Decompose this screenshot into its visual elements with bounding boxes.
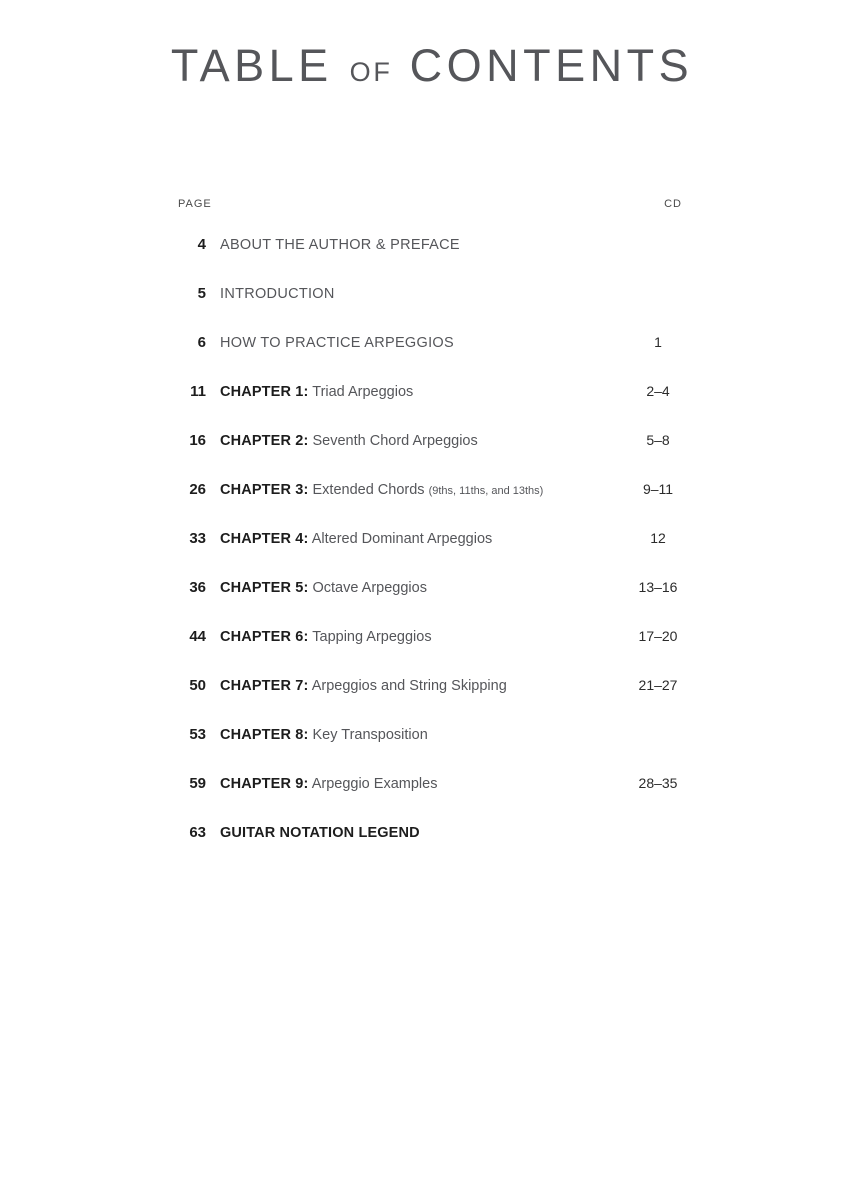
toc-row-entry (206, 727, 608, 743)
toc-row-page-number: 4 (197, 236, 206, 253)
toc-row-chapter-label: CHAPTER 5: (220, 580, 309, 596)
toc-rows (178, 236, 708, 873)
toc-row-entry (206, 629, 608, 645)
toc-page (0, 40, 864, 1192)
toc-row-title: INTRODUCTION (220, 286, 335, 302)
toc-row-title: Extended Chords (312, 482, 425, 498)
toc-row-entry (206, 482, 608, 498)
toc-row-entry (206, 433, 608, 449)
toc-row[interactable] (178, 285, 708, 334)
toc-row-cd-track: 13–16 (638, 579, 678, 595)
toc-row-title: Seventh Chord Arpeggios (312, 433, 478, 449)
toc-row[interactable] (178, 383, 708, 432)
toc-row-title: Key Transposition (312, 727, 428, 743)
title-part-contents: CONTENTS (409, 40, 694, 91)
toc-row-chapter-label: CHAPTER 1: (220, 384, 309, 400)
toc-list (178, 198, 708, 873)
title-part-table: TABLE (170, 40, 333, 91)
toc-row-chapter-label: CHAPTER 4: (220, 531, 309, 547)
toc-row-title: Tapping Arpeggios (312, 629, 432, 645)
toc-row-page-number: 50 (189, 677, 206, 694)
toc-row-chapter-label: CHAPTER 9: (220, 776, 309, 792)
toc-row-page-number: 36 (189, 579, 206, 596)
toc-row-page-number: 33 (189, 530, 206, 547)
toc-row[interactable] (178, 775, 708, 824)
toc-row-entry (206, 580, 608, 596)
toc-row-chapter-label: CHAPTER 6: (220, 629, 309, 645)
toc-row-cd-track: 21–27 (638, 677, 678, 693)
toc-row-cd-track: 17–20 (638, 628, 678, 644)
column-header-page: PAGE (178, 198, 212, 210)
toc-row-title: Octave Arpeggios (312, 580, 427, 596)
toc-row-page-number: 16 (189, 432, 206, 449)
toc-row-cd-track: 12 (650, 530, 666, 546)
toc-row-chapter-label: CHAPTER 3: (220, 482, 309, 498)
toc-row-page-number: 63 (189, 824, 206, 841)
toc-row-cd-track: 9–11 (642, 481, 674, 497)
toc-row-title: GUITAR NOTATION LEGEND (220, 825, 420, 841)
toc-row-cd-track: 2–4 (646, 383, 670, 399)
toc-row-note: (9ths, 11ths, and 13ths) (428, 485, 544, 497)
toc-row-entry (206, 776, 608, 792)
toc-row-entry (206, 335, 608, 351)
toc-row-page-number: 53 (189, 726, 206, 743)
toc-row-page-number: 26 (189, 481, 206, 498)
page-title (0, 40, 864, 92)
toc-column-headers (178, 198, 708, 210)
toc-row-title: HOW TO PRACTICE ARPEGGIOS (220, 335, 454, 351)
toc-row-page-number: 44 (189, 628, 206, 645)
toc-row-page-number: 6 (197, 334, 206, 351)
toc-row[interactable] (178, 677, 708, 726)
toc-row[interactable] (178, 481, 708, 530)
toc-row[interactable] (178, 530, 708, 579)
toc-row-page-number: 11 (190, 383, 206, 400)
toc-row-cd-track: 1 (654, 334, 662, 350)
toc-row-page-number: 59 (189, 775, 206, 792)
toc-row-chapter-label: CHAPTER 8: (220, 727, 309, 743)
toc-row-cd-track: 5–8 (646, 432, 670, 448)
toc-row-entry (206, 531, 608, 547)
toc-row-title: Arpeggios and String Skipping (311, 678, 507, 694)
toc-row-chapter-label: CHAPTER 7: (220, 678, 309, 694)
column-header-cd: CD (664, 198, 682, 210)
toc-row-title: Triad Arpeggios (312, 384, 414, 400)
toc-row-chapter-label: CHAPTER 2: (220, 433, 309, 449)
toc-row-entry (206, 237, 608, 253)
toc-row-title: ABOUT THE AUTHOR & PREFACE (220, 237, 460, 253)
toc-row[interactable] (178, 824, 708, 873)
toc-row[interactable] (178, 334, 708, 383)
toc-row-entry (206, 286, 608, 302)
toc-row-entry (206, 678, 608, 694)
toc-row[interactable] (178, 236, 708, 285)
toc-row[interactable] (178, 579, 708, 628)
toc-row-entry (206, 384, 608, 400)
toc-row-title: Altered Dominant Arpeggios (311, 531, 493, 547)
toc-row[interactable] (178, 628, 708, 677)
toc-row-cd-track: 28–35 (638, 775, 678, 791)
toc-row[interactable] (178, 726, 708, 775)
toc-row-title: Arpeggio Examples (311, 776, 438, 792)
toc-row-page-number: 5 (197, 285, 206, 302)
toc-row-entry (206, 825, 608, 841)
toc-row[interactable] (178, 432, 708, 481)
title-part-of: OF (349, 57, 393, 87)
